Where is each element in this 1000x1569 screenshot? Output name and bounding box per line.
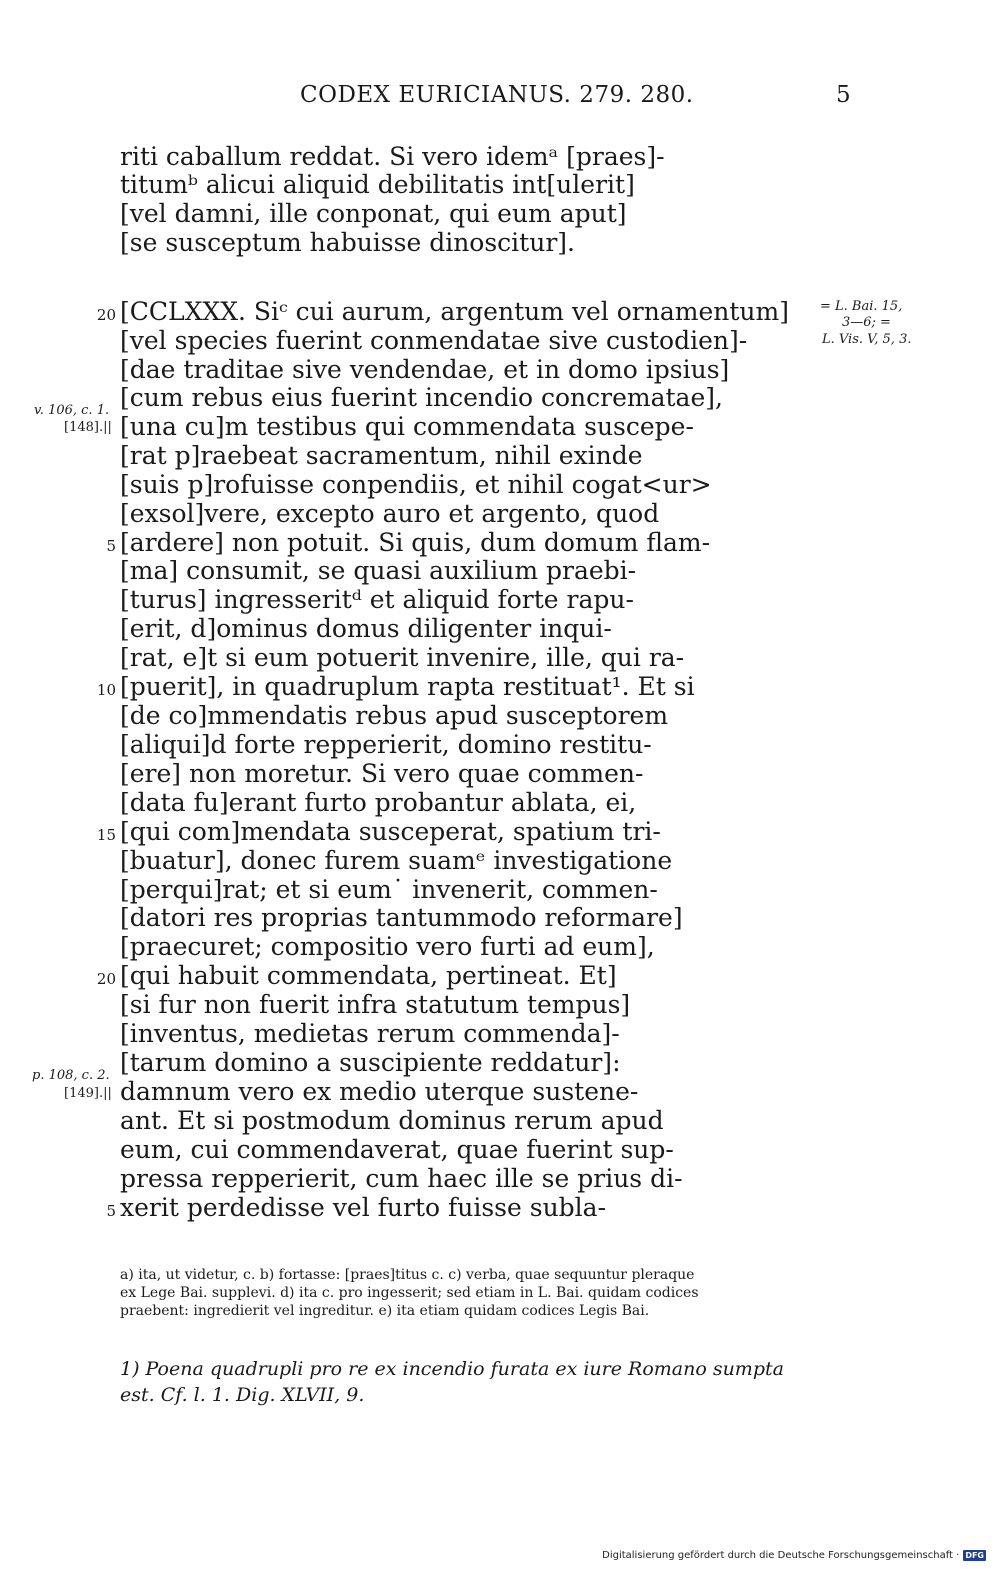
text-line: [suis p]rofuisse conpendiis, et nihil cogat<ur> <box>120 470 712 499</box>
text-line: [rat p]raebeat sacramentum, nihil exinde <box>120 441 643 470</box>
text-line: [erit, d]ominus domus diligenter inqui- <box>120 614 612 643</box>
footnote-line: praebent: ingredierit vel ingreditur. e) ita etiam quidam codices Legis Bai. <box>120 1303 650 1319</box>
text-line: titumᵇ alicui aliquid debilitatis int[ulerit] <box>120 170 635 199</box>
text-line: [praecuret; compositio vero furti ad eum], <box>120 932 655 961</box>
margin-reference: [148].|| <box>64 420 112 435</box>
line-number: 20 <box>96 306 116 324</box>
text-line: [se susceptum habuisse dinoscitur]. <box>120 228 575 257</box>
text-line: [datori res proprias tantummodo reformare] <box>120 903 683 932</box>
margin-reference: [149].|| <box>64 1086 112 1101</box>
text-line: [turus] ingresseritᵈ et aliquid forte rapu- <box>120 585 634 614</box>
dfg-logo: DFG <box>965 1551 984 1560</box>
text-line: [CCLXXX. Siᶜ cui aurum, argentum vel ornamentum] <box>120 297 789 326</box>
text-line: damnum vero ex medio uterque sustene- <box>120 1077 639 1106</box>
text-line: [tarum domino a suscipiente reddatur]: <box>120 1048 621 1077</box>
footnote-line: a) ita, ut videtur, c. b) fortasse: [praes]titus c. c) verba, quae sequuntur pleraque <box>120 1267 695 1283</box>
line-number: 20 <box>96 970 116 988</box>
text-line: [ere] non moretur. Si vero quae commen- <box>120 759 644 788</box>
text-line: [si fur non fuerit infra statutum tempus] <box>120 990 631 1019</box>
note-line: est. Cf. l. 1. Dig. XLVII, 9. <box>120 1384 365 1406</box>
margin-reference: v. 106, c. 1. <box>34 403 110 418</box>
credit-text: Digitalisierung gefördert durch die Deutsche Forschungsgemeinschaft · <box>602 1550 960 1561</box>
text-line: pressa repperierit, cum haec ille se prius di- <box>120 1164 683 1193</box>
text-line: [exsol]vere, excepto auro et argento, quod <box>120 499 660 528</box>
line-number: 5 <box>106 537 116 555</box>
side-reference: = L. Bai. 15, <box>820 299 903 314</box>
text-line: [ardere] non potuit. Si quis, dum domum flam- <box>120 528 711 557</box>
text-line: [buatur], donec furem suamᵉ investigatione <box>120 846 673 875</box>
side-reference: 3—6; = <box>842 315 891 330</box>
text-line: ant. Et si postmodum dominus rerum apud <box>120 1106 664 1135</box>
text-line: [de co]mmendatis rebus apud susceptorem <box>120 701 669 730</box>
text-line: xerit perdedisse vel furto fuisse subla- <box>120 1193 607 1222</box>
side-reference: L. Vis. V, 5, 3. <box>822 332 912 347</box>
footnote-line: ex Lege Bai. supplevi. d) ita c. pro ingesserit; sed etiam in L. Bai. quidam codices <box>120 1285 699 1301</box>
note-line: 1) Poena quadrupli pro re ex incendio furata ex iure Romano sumpta <box>120 1358 784 1380</box>
text-line: [puerit], in quadruplum rapta restituat¹. Et si <box>120 672 695 701</box>
margin-reference: p. 108, c. 2. <box>32 1068 110 1083</box>
text-line: riti caballum reddat. Si vero idemᵃ [praes]- <box>120 142 665 171</box>
text-line: [vel species fuerint conmendatae sive custodien]- <box>120 326 748 355</box>
text-line: eum, cui commendaverat, quae fuerint sup- <box>120 1135 674 1164</box>
line-number: 5 <box>106 1202 116 1220</box>
digitization-credit <box>602 1550 986 1561</box>
line-number: 10 <box>96 681 116 699</box>
text-line: [aliqui]d forte repperierit, domino restitu- <box>120 730 652 759</box>
text-line: [data fu]erant furto probantur ablata, ei, <box>120 788 637 817</box>
text-line: [vel damni, ille conponat, qui eum aput] <box>120 199 627 228</box>
running-header-title: CODEX EURICIANUS. 279. 280. <box>300 82 694 108</box>
line-number: 15 <box>96 826 116 844</box>
text-line: [qui habuit commendata, pertineat. Et] <box>120 961 617 990</box>
page-number: 5 <box>836 82 851 108</box>
text-line: [dae traditae sive vendendae, et in domo ipsius] <box>120 355 730 384</box>
text-line: [perqui]rat; et si eum˙ invenerit, commen- <box>120 875 658 904</box>
text-line: [una cu]m testibus qui commendata suscepe- <box>120 412 694 441</box>
text-line: [ma] consumit, se quasi auxilium praebi- <box>120 556 637 585</box>
text-line: [cum rebus eius fuerint incendio concrematae], <box>120 383 723 412</box>
text-line: [inventus, medietas rerum commenda]- <box>120 1019 620 1048</box>
text-line: [qui com]mendata susceperat, spatium tri- <box>120 817 661 846</box>
text-line: [rat, e]t si eum potuerit invenire, ille, qui ra- <box>120 643 685 672</box>
